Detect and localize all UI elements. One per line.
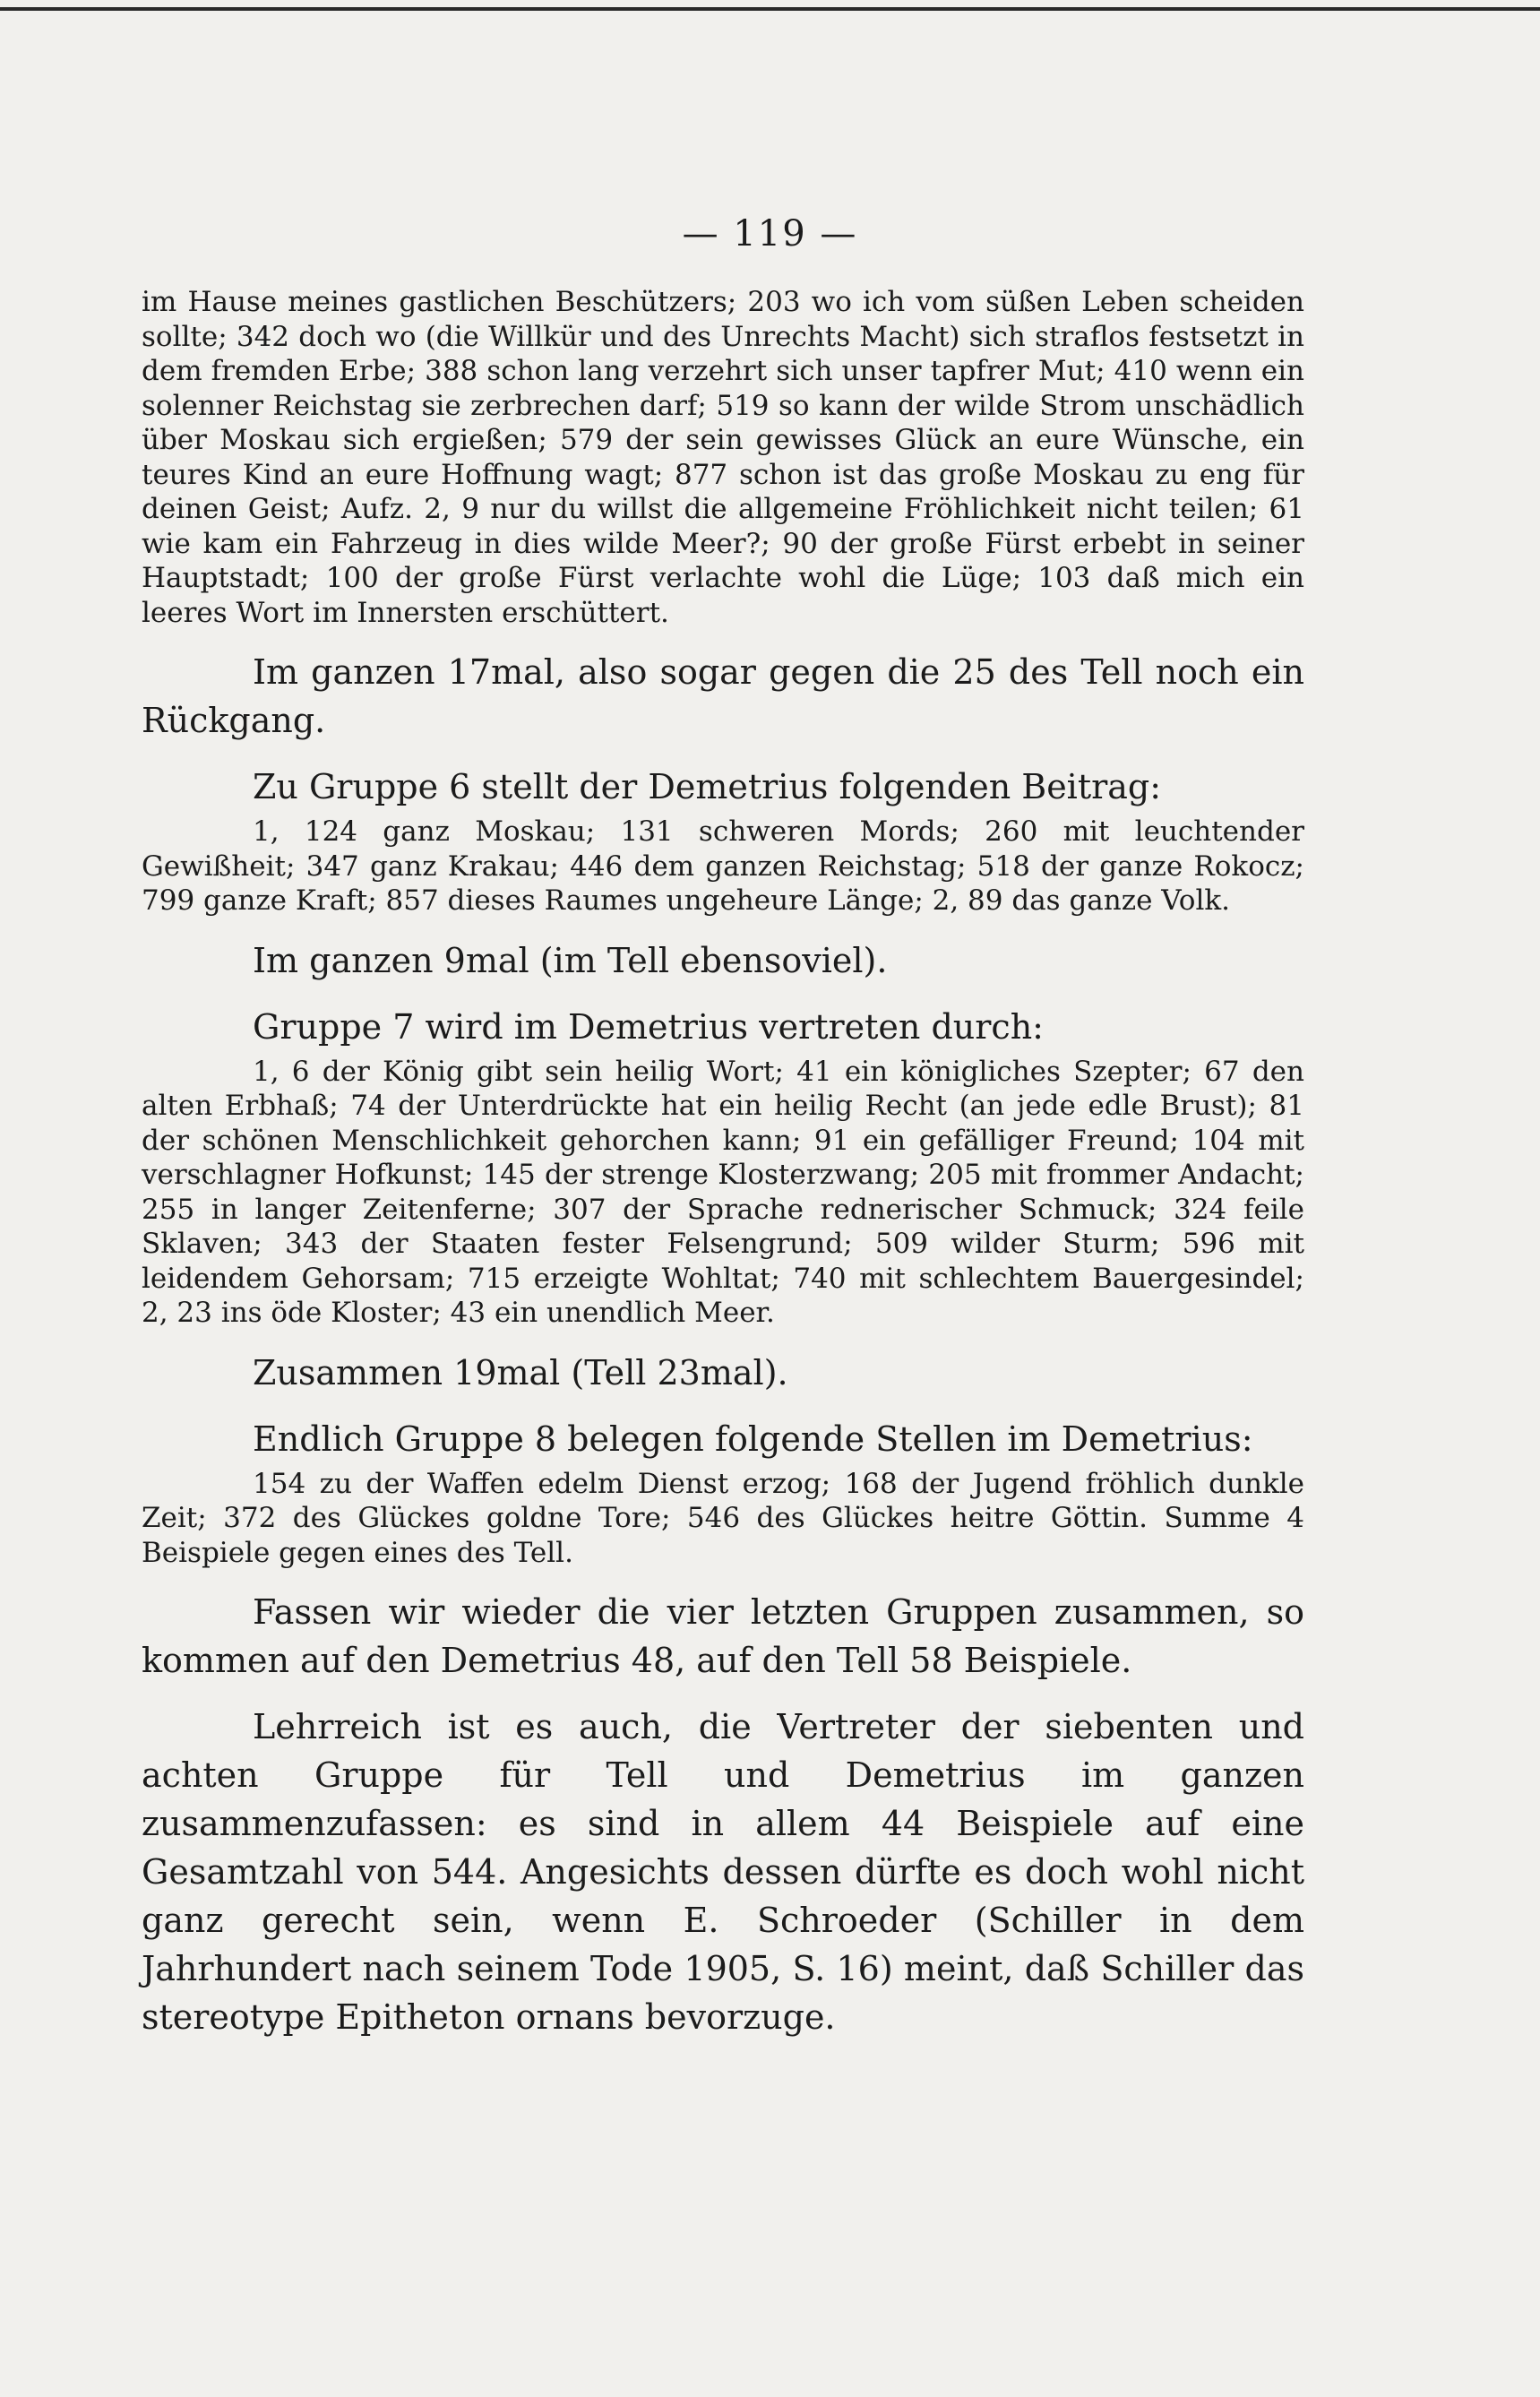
- paragraph-group-7-examples: 1, 6 der König gibt sein heilig Wort; 41 ein königliches Szepter; 67 den alten Erbhaß; 74 der Unterdrückte hat ein heilig Recht (an jede edle Brust); 81 der schönen Menschlichkeit gehorchen kann; 91 ein gefälliger Freund; 104 mit verschlagner Hofkunst; 145 der strenge Klosterzwang; 205 mit frommer Andacht; 255 in langer Zeitenferne; 307 der Sprache rednerischer Schmuck; 324 feile Sklaven; 343 der Staaten fester Felsengrund; 509 wilder Sturm; 596 mit leidendem Gehorsam; 715 erzeigte Wohltat; 740 mit schlechtem Bauergesindel; 2, 23 ins öde Kloster; 43 ein unendlich Meer.: [142, 1055, 1304, 1329]
- paragraph-total-19: Zusammen 19mal (Tell 23mal).: [253, 1352, 788, 1393]
- body-text: [142, 285, 1304, 2041]
- paragraph-examples-continued: im Hause meines gastlichen Beschützers; 203 wo ich vom süßen Leben scheiden sollte; 342 doch wo (die Willkür und des Unrechts Macht) sich straflos festsetzt in dem fremden Erbe; 388 schon lang verzehrt sich unser tapfrer Mut; 410 wenn ein solenner Reichstag sie zerbrechen darf; 519 so kann der wilde Strom unschädlich über Moskau sich ergießen; 579 der sein gewisses Glück an eure Wünsche, ein teures Kind an eure Hoffnung wagt; 877 schon ist das große Moskau zu eng für deinen Geist; Aufz. 2, 9 nur du willst die allgemeine Fröhlichkeit nicht teilen; 61 wie kam ein Fahrzeug in dies wilde Meer?; 90 der große Fürst erbebt in seiner Hauptstadt; 100 der große Fürst verlachte wohl die Lüge; 103 daß mich ein leeres Wort im Innersten erschüttert.: [142, 286, 1304, 629]
- paragraph-group-6-heading: Zu Gruppe 6 stellt der Demetrius folgenden Beitrag:: [253, 767, 1162, 806]
- page-top-edge: [0, 7, 1540, 11]
- paragraph-summary: Fassen wir wieder die vier letzten Gruppen zusammen, so kommen auf den Demetrius 48, auf den Tell 58 Beispiele.: [142, 1592, 1304, 1680]
- paragraph-group-6-examples: 1, 124 ganz Moskau; 131 schweren Mords; 260 mit leuchtender Gewißheit; 347 ganz Krakau; 446 dem ganzen Reichstag; 518 der ganze Rokocz; 799 ganze Kraft; 857 dieses Raumes ungeheure Länge; 2, 89 das ganze Volk.: [142, 815, 1304, 917]
- paragraph-group-7-heading: Gruppe 7 wird im Demetrius vertreten durch:: [253, 1006, 1044, 1047]
- paragraph-total-9: Im ganzen 9mal (im Tell ebensoviel).: [253, 940, 888, 980]
- paragraph-total-17: Im ganzen 17mal, also sogar gegen die 25 des Tell noch ein Rückgang.: [142, 652, 1304, 740]
- page-number: — 119 —: [682, 213, 858, 254]
- paragraph-group-8-examples: 154 zu der Waffen edelm Dienst erzog; 168 der Jugend fröhlich dunkle Zeit; 372 des Glückes goldne Tore; 546 des Glückes heitre Göttin. Summe 4 Beispiele gegen eines des Tell.: [142, 1467, 1304, 1569]
- paragraph-conclusion: Lehrreich ist es auch, die Vertreter der siebenten und achten Gruppe für Tell und Demetrius im ganzen zusammenzufassen: es sind in allem 44 Beispiele auf eine Gesamtzahl von 544. Angesichts dessen dürfte es doch wohl nicht ganz gerecht sein, wenn E. Schroeder (Schiller in dem Jahrhundert nach seinem Tode 1905, S. 16) meint, daß Schiller das stereotype Epitheton ornans bevorzuge.: [142, 1707, 1304, 2037]
- paragraph-group-8-heading: Endlich Gruppe 8 belegen folgende Stellen im Demetrius:: [253, 1418, 1253, 1459]
